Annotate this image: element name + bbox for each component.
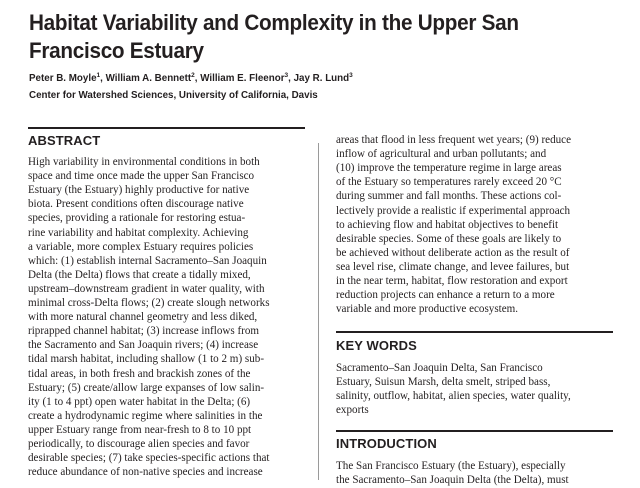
text-line: in the near term, habitat, flow restoration and export bbox=[336, 275, 568, 287]
text-line: Estuary (the Estuary) highly productive for native bbox=[28, 184, 250, 197]
text-line: with more natural channel geometry and less diked, bbox=[28, 311, 258, 324]
text-line: Delta (the Delta) flows that create a tidally mixed, bbox=[28, 268, 251, 281]
text-line: minimal cross-Delta flows; (2) create slough networks bbox=[28, 297, 270, 309]
text-line: create a hydrodynamic regime where salinities in the bbox=[28, 409, 263, 422]
author-name: William A. Bennett bbox=[105, 73, 192, 84]
text-line: to achieving flow and habitat objectives to benefit bbox=[336, 218, 559, 231]
section-rule bbox=[28, 127, 305, 129]
text-line: areas that flood in less frequent wet years; (9) reduce bbox=[336, 134, 572, 146]
author-list: Peter B. Moyle$^1$, William A. Bennett$^2$, William E. Fleenor$^3$, Jay R. Lund$^3$ bbox=[29, 72, 353, 84]
text-line: upstream–downstream gradient in water quality, with bbox=[28, 282, 265, 295]
text-line: reduce abundance of non-native species and increase bbox=[28, 466, 263, 479]
text-line: of the Estuary so temperatures rarely exceed 20 °C bbox=[336, 176, 562, 189]
text-line: (10) improve the temperature regime in large areas bbox=[336, 162, 562, 175]
author-name: Peter B. Moyle bbox=[29, 73, 97, 84]
text-line: upper Estuary range from near-fresh to 8 to 10 ppt bbox=[28, 423, 252, 436]
text-line: tidal marsh habitat, including shallow (1 to 2 m) sub- bbox=[28, 353, 265, 366]
text-line: the Sacramento and San Joaquin rivers; (4) increase bbox=[28, 339, 259, 352]
text-line: which: (1) establish internal Sacramento–San Joaquin bbox=[28, 254, 267, 267]
text-line: a variable, more complex Estuary requires policies bbox=[28, 240, 254, 253]
text-line: ity (1 to 4 ppt) open water habitat in the Delta; (6) bbox=[28, 395, 251, 408]
text-line: rine variability and habitat complexity. Achieving bbox=[28, 226, 249, 239]
text-line: reduction projects can enhance a return to a more bbox=[336, 289, 555, 302]
keywords-heading: KEY WORDS bbox=[336, 338, 417, 353]
text-line: sea level rise, climate change, and levee failures, but bbox=[336, 260, 570, 273]
text-line: lectively provide a realistic if experimental approach bbox=[336, 204, 571, 217]
text-line: during summer and fall months. These actions col- bbox=[336, 190, 562, 203]
text-line: exports bbox=[336, 404, 369, 417]
text-line: tidal areas, in both fresh and brackish zones of the bbox=[28, 367, 251, 380]
paper-title-line: Francisco Estuary bbox=[29, 38, 204, 63]
abstract-heading: ABSTRACT bbox=[28, 133, 101, 148]
affiliation: Center for Watershed Sciences, University of California, Davis bbox=[29, 90, 318, 101]
text-line: High variability in environmental conditions in both bbox=[28, 156, 260, 168]
section-rule bbox=[336, 331, 613, 333]
author-affiliation-mark: 1 bbox=[96, 72, 101, 79]
text-line: Sacramento–San Joaquin Delta, San Francisco bbox=[336, 362, 543, 374]
text-line: space and time once made the upper San Francisco bbox=[28, 170, 255, 183]
paper-title-line: Habitat Variability and Complexity in the Upper San bbox=[29, 10, 519, 35]
text-line: Estuary; (5) create/allow large expanses of low salin- bbox=[28, 381, 265, 394]
introduction-heading: INTRODUCTION bbox=[336, 436, 437, 451]
paper-title bbox=[29, 9, 572, 65]
text-line: be achieved without deliberate action as the result of bbox=[336, 246, 570, 259]
section-rule bbox=[336, 430, 613, 432]
text-line: species, providing a rationale for restoring estua- bbox=[28, 212, 246, 225]
text-line: riprapped channel habitat; (3) increase inflows from bbox=[28, 325, 260, 338]
author-affiliation-mark: 3 bbox=[349, 72, 353, 79]
column-divider bbox=[318, 143, 319, 480]
text-line: desirable species; (7) take species-specific actions that bbox=[28, 452, 270, 465]
text-line: biota. Present conditions often discourage native bbox=[28, 198, 244, 211]
text-line: the Sacramento–San Joaquin Delta (the Delta), must bbox=[336, 474, 569, 487]
author-name: Jay R. Lund bbox=[293, 73, 350, 84]
text-line: periodically, to discourage alien species and favor bbox=[28, 438, 250, 450]
author-name: William E. Fleenor bbox=[200, 73, 285, 84]
text-line: The San Francisco Estuary (the Estuary), especially bbox=[336, 460, 566, 472]
text-line: variable and more productive ecosystem. bbox=[336, 303, 519, 316]
author-affiliation-mark: 2 bbox=[191, 72, 195, 79]
text-line: inflow of agricultural and urban pollutants; and bbox=[336, 148, 547, 161]
text-line: desirable species. Some of these goals are likely to bbox=[336, 232, 562, 245]
author-affiliation-mark: 3 bbox=[284, 72, 289, 79]
text-line: Estuary, Suisun Marsh, delta smelt, striped bass, bbox=[336, 376, 551, 389]
text-line: salinity, outflow, habitat, alien species, water quality, bbox=[336, 390, 571, 403]
